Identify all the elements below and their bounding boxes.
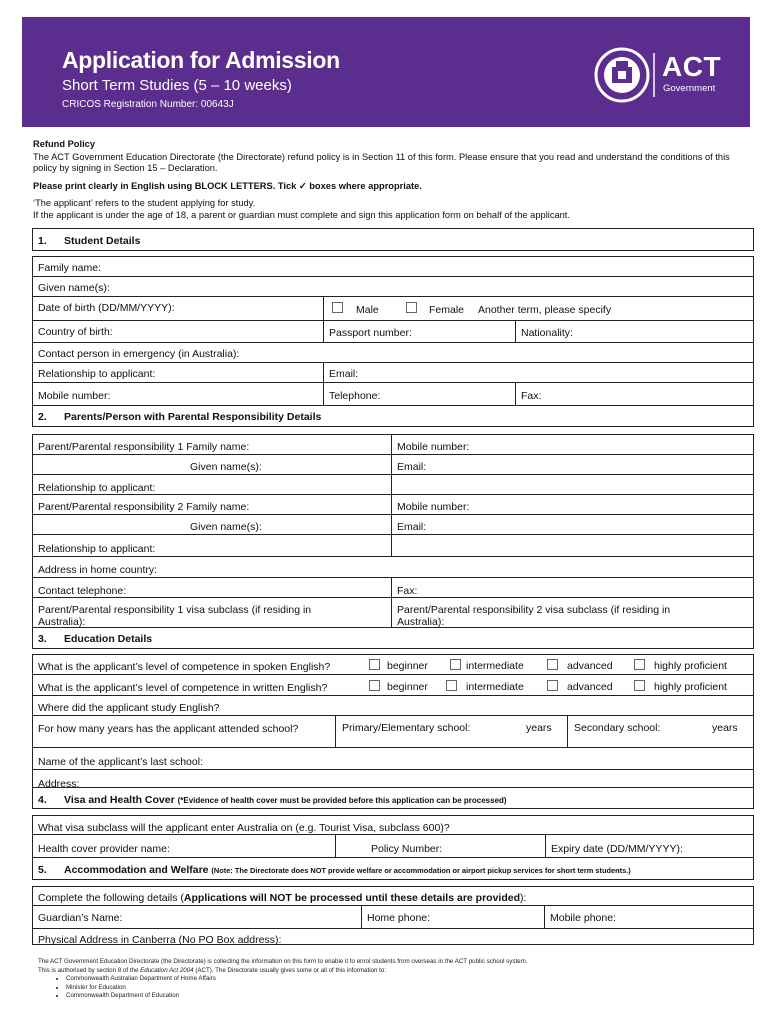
emergency-contact-label: Contact person in emergency (in Australia): <box>38 348 240 360</box>
under-18-note: If the applicant is under the age of 18, a parent or guardian must complete and sign this application form on behalf of the applicant. <box>33 209 570 220</box>
secondary-years-label: years <box>712 722 738 734</box>
country-passport-row <box>32 320 754 343</box>
school-address-label: Address: <box>38 778 80 790</box>
written-proficient-checkbox[interactable] <box>634 680 645 691</box>
passport-cell[interactable] <box>323 321 515 342</box>
p1-given-label[interactable]: Given name(s): <box>190 461 262 473</box>
mobile-label[interactable]: Mobile number: <box>38 390 111 402</box>
physical-address-label: Physical Address in Canberra (No PO Box address): <box>38 934 282 946</box>
where-studied-row[interactable] <box>32 695 754 716</box>
health-cover-row <box>32 834 754 858</box>
last-school-label: Name of the applicant’s last school: <box>38 756 203 768</box>
complete-details-bold: Applications will NOT be processed until these details are provided <box>183 892 520 904</box>
section-4-number: 4. <box>38 794 47 806</box>
logo-government-text: Government <box>663 83 716 94</box>
expiry-date-label: Expiry date (DD/MM/YYYY): <box>551 843 683 855</box>
guardian-name-label[interactable]: Guardian’s Name: <box>38 912 123 924</box>
p2-given-label[interactable]: Given name(s): <box>190 521 262 533</box>
complete-details-suffix: ): <box>520 892 527 904</box>
telephone-cell[interactable] <box>323 383 515 405</box>
written-english-row <box>32 674 754 696</box>
written-beginner-label: beginner <box>387 681 428 693</box>
section-3-header <box>32 627 754 649</box>
last-school-row[interactable] <box>32 747 754 770</box>
spoken-beginner-checkbox[interactable] <box>369 659 380 670</box>
spoken-advanced-checkbox[interactable] <box>547 659 558 670</box>
years-attended-label: For how many years has the applicant attended school? <box>38 723 299 735</box>
female-checkbox[interactable] <box>406 302 417 313</box>
mobile-phone-label: Mobile phone: <box>550 912 616 924</box>
spoken-intermediate-checkbox[interactable] <box>450 659 461 670</box>
dob-label: Date of birth (DD/MM/YYYY): <box>38 302 175 314</box>
complete-details-prefix: Complete the following details ( <box>38 892 184 904</box>
expiry-date-cell[interactable] <box>545 835 755 857</box>
spoken-proficient-checkbox[interactable] <box>634 659 645 670</box>
refund-heading: Refund Policy <box>33 139 95 149</box>
p1-relationship-blank <box>391 475 755 494</box>
section-1-title: Student Details <box>64 235 141 247</box>
act-government-logo <box>594 45 744 105</box>
p1-email-cell[interactable] <box>391 455 755 474</box>
section-2-header <box>32 405 754 427</box>
visa-subclass-label: What visa subclass will the applicant enter Australia on (e.g. Tourist Visa, subclass 600)? <box>38 822 450 834</box>
health-provider-label[interactable]: Health cover provider name: <box>38 843 170 855</box>
p2-relationship-label[interactable]: Relationship to applicant: <box>38 543 156 555</box>
email-label: Email: <box>329 368 359 380</box>
spoken-intermediate-label: intermediate <box>466 660 524 672</box>
written-intermediate-label: intermediate <box>466 681 524 693</box>
primary-years-label: years <box>526 722 552 734</box>
parent-fax-cell[interactable] <box>391 578 755 597</box>
parent-fax-label: Fax: <box>397 585 418 597</box>
complete-details-row <box>32 886 754 906</box>
section-5-note: (Note: The Directorate does NOT provide welfare or accommodation or airport pickup services for short term students.) <box>211 866 631 875</box>
family-name-field[interactable] <box>32 256 754 277</box>
applicant-definition: ‘The applicant’ refers to the student applying for study. <box>33 198 256 208</box>
given-names-field[interactable] <box>32 276 754 297</box>
cricos-number: CRICOS Registration Number: 00643J <box>62 99 234 110</box>
primary-school-cell[interactable] <box>335 716 567 747</box>
p2-mobile-cell[interactable] <box>391 495 755 514</box>
p2-given-row <box>32 514 754 535</box>
p2-visa-cell[interactable] <box>391 598 755 627</box>
spoken-proficient-label: highly proficient <box>654 660 727 672</box>
visa-subclass-row[interactable] <box>32 815 754 835</box>
policy-number-cell[interactable] <box>335 835 545 857</box>
where-studied-label: Where did the applicant study English? <box>38 702 220 714</box>
section-2-title: Parents/Person with Parental Responsibility Details <box>64 411 322 423</box>
section-3-number: 3. <box>38 633 47 645</box>
home-phone-label: Home phone: <box>367 912 431 924</box>
section-2-number: 2. <box>38 411 47 423</box>
written-proficient-label: highly proficient <box>654 681 727 693</box>
gender-cell <box>323 297 755 320</box>
p1-mobile-cell[interactable] <box>391 435 755 454</box>
p2-family-label[interactable]: Parent/Parental responsibility 2 Family name: <box>38 501 250 513</box>
written-advanced-checkbox[interactable] <box>547 680 558 691</box>
school-address-row[interactable] <box>32 769 754 788</box>
recipient-item: • Commonwealth Department of Education <box>66 992 738 1001</box>
relationship-email-row <box>32 362 754 383</box>
written-beginner-checkbox[interactable] <box>369 680 380 691</box>
p2-email-cell[interactable] <box>391 515 755 534</box>
dob-gender-row <box>32 296 754 321</box>
section-3-title: Education Details <box>64 633 153 645</box>
intro-text <box>33 139 743 227</box>
male-label: Male <box>356 304 379 316</box>
p1-family-row <box>32 434 754 455</box>
policy-number-label: Policy Number: <box>371 843 443 855</box>
nationality-cell[interactable] <box>515 321 755 342</box>
privacy-footer <box>38 958 738 1001</box>
spoken-english-row <box>32 654 754 675</box>
education-act-name: Education Act 2004 <box>140 966 194 974</box>
p1-family-label[interactable]: Parent/Parental responsibility 1 Family name: <box>38 441 250 453</box>
years-attended-row <box>32 715 754 748</box>
form-title: Application for Admission <box>62 47 340 73</box>
female-label: Female <box>429 304 465 316</box>
p2-relationship-blank <box>391 535 755 556</box>
spoken-english-label: What is the applicant’s level of competence in spoken English? <box>38 661 331 673</box>
refund-text: The ACT Government Education Directorate (the Directorate) refund policy is in Section 11 of this form. Please ensure that you read and understand the conditions of this policy by signing in Section 15 – Declaration. <box>33 151 730 173</box>
given-names-label: Given name(s): <box>38 282 110 294</box>
form-subtitle: Short Term Studies (5 – 10 weeks) <box>62 77 292 94</box>
fax-cell[interactable] <box>515 383 755 405</box>
spoken-advanced-label: advanced <box>567 660 613 672</box>
p1-visa-label[interactable]: Parent/Parental responsibility 1 visa subclass (if residing in Australia): <box>38 604 312 628</box>
p1-relationship-label[interactable]: Relationship to applicant: <box>38 482 156 494</box>
physical-address-row[interactable] <box>32 928 754 945</box>
male-checkbox[interactable] <box>332 302 343 313</box>
relationship-label[interactable]: Relationship to applicant: <box>38 368 156 380</box>
country-of-birth-label[interactable]: Country of birth: <box>38 326 113 338</box>
mobile-phone-cell[interactable] <box>544 906 755 928</box>
home-address-label: Address in home country: <box>38 564 158 576</box>
p1-given-row <box>32 454 754 475</box>
telephone-label: Telephone: <box>329 390 381 402</box>
primary-school-label: Primary/Elementary school: <box>342 722 471 734</box>
home-phone-cell[interactable] <box>361 906 544 928</box>
section-5-number: 5. <box>38 864 47 876</box>
secondary-school-cell[interactable] <box>567 716 755 747</box>
footer-line-1: The ACT Government Education Directorate (the Directorate) is collecting the information on this form to enable it to enrol students from overseas in the ACT public school system. <box>38 958 528 965</box>
print-instruction: Please print clearly in English using BLOCK LETTERS. Tick ✓ boxes where appropriate. <box>33 180 422 191</box>
recipient-item: • Minister for Education <box>66 984 738 993</box>
emergency-contact-row[interactable] <box>32 342 754 363</box>
section-5-title: Accommodation and Welfare <box>64 864 209 876</box>
nationality-label: Nationality: <box>521 327 573 339</box>
written-english-label: What is the applicant’s level of competence in written English? <box>38 682 328 694</box>
written-advanced-label: advanced <box>567 681 613 693</box>
logo-act-text: ACT <box>662 51 722 82</box>
written-intermediate-checkbox[interactable] <box>446 680 457 691</box>
contact-tel-fax-row <box>32 577 754 598</box>
contact-telephone-label[interactable]: Contact telephone: <box>38 585 127 597</box>
guardian-row <box>32 905 754 929</box>
p2-mobile-label: Mobile number: <box>397 501 470 513</box>
parent-visa-row <box>32 597 754 628</box>
spoken-beginner-label: beginner <box>387 660 428 672</box>
section-1-header <box>32 228 754 251</box>
section-4-header <box>32 787 754 809</box>
p2-visa-label: Parent/Parental responsibility 2 visa subclass (if residing in Australia): <box>397 604 671 628</box>
footer-line-2-suffix: (ACT). The Directorate usually gives some or all of this information to: <box>193 966 387 974</box>
p2-relationship-row <box>32 534 754 557</box>
section-1-number: 1. <box>38 235 47 247</box>
section-4-note: (*Evidence of health cover must be provided before this application can be processed) <box>177 796 507 805</box>
footer-line-2 <box>38 967 738 976</box>
fax-label: Fax: <box>521 390 542 402</box>
p2-email-label: Email: <box>397 521 427 533</box>
secondary-school-label: Secondary school: <box>574 722 661 734</box>
section-5-header <box>32 857 754 880</box>
p2-family-row <box>32 494 754 515</box>
p1-mobile-label: Mobile number: <box>397 441 470 453</box>
footer-line-2-prefix: This is authorised by section 8 of the <box>38 966 141 974</box>
family-name-label: Family name: <box>38 262 102 274</box>
header-banner <box>22 17 750 127</box>
recipient-list <box>38 975 738 1001</box>
home-address-row[interactable] <box>32 556 754 578</box>
p1-email-label: Email: <box>397 461 427 473</box>
another-term-label: Another term, please specify <box>478 304 612 316</box>
mobile-tel-fax-row <box>32 382 754 406</box>
passport-label: Passport number: <box>329 327 412 339</box>
section-4-title: Visa and Health Cover <box>64 794 175 806</box>
email-cell[interactable] <box>323 363 755 382</box>
p1-relationship-row <box>32 474 754 495</box>
recipient-item: • Commonwealth Australian Department of Home Affairs <box>66 975 738 984</box>
